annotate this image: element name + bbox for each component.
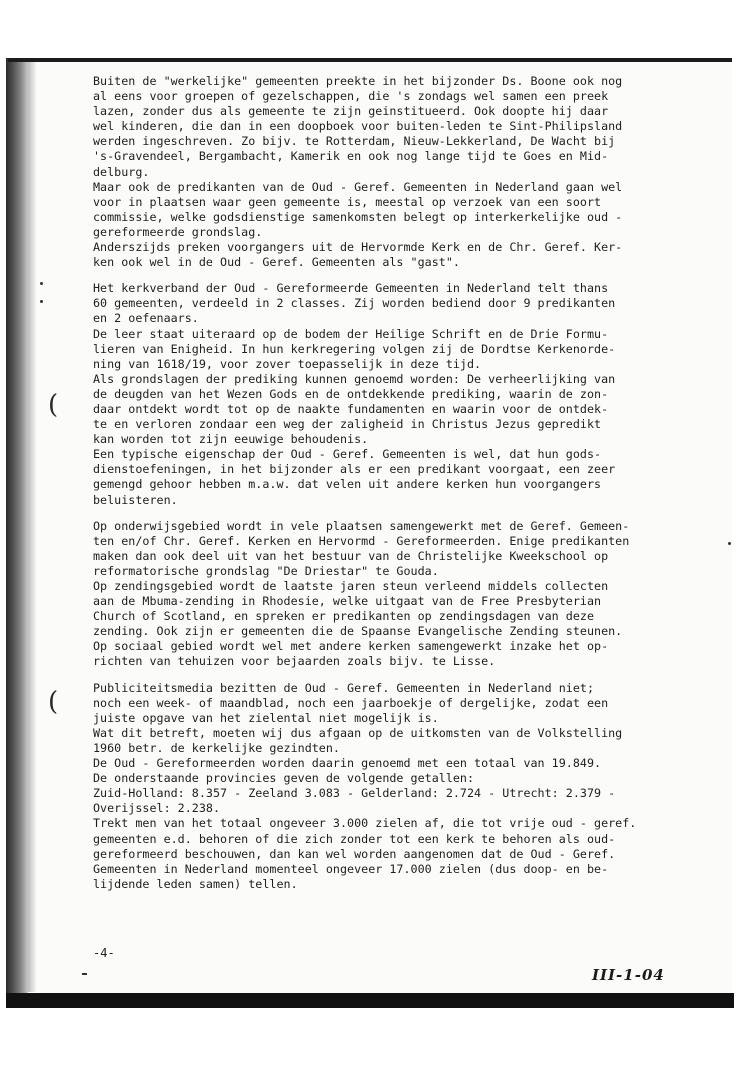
- text-line: gereformeerd beschouwen, dan kan wel worden aangenomen dat de Oud - Geref.: [93, 846, 616, 861]
- text-line: lazen, zonder dus als gemeente te zijn geinstitueerd. Ook doopte hij daar: [93, 104, 609, 119]
- text-line: daar ontdekt wordt tot op de naakte fundamenten en waarin voor de ontdek-: [93, 401, 609, 416]
- text-line: zending. Ook zijn er gemeenten die de Spaanse Evangelische Zending steunen.: [93, 624, 623, 639]
- archive-stamp: III-1-04: [592, 966, 665, 984]
- scan-speck: [728, 542, 731, 545]
- text-line: Op zendingsgebied wordt de laatste jaren steun verleend middels collecten: [93, 579, 609, 593]
- text-line: noch een week- of maandblad, noch een jaarboekje of dergelijke, zodat een: [93, 695, 609, 710]
- text-line: Gemeenten in Nederland momenteel ongeveer 17.000 zielen (dus doop- en be-: [93, 861, 609, 876]
- text-line: beluisteren.: [93, 492, 178, 507]
- paragraph-gap: [93, 270, 718, 281]
- text-line: richten van tehuizen voor bejaarden zoals bijv. te Lisse.: [93, 654, 496, 669]
- text-line: aan de Mbuma-zending in Rhodesie, welke uitgaat van de Free Presbyterian: [93, 594, 602, 609]
- text-line: Buiten de "werkelijke" gemeenten preekte in het bijzonder Ds. Boone ook nog: [93, 74, 623, 88]
- text-line: commissie, welke godsdienstige samenkomsten belegt op interkerkelijke oud -: [93, 209, 623, 224]
- text-line: lijdende leden samen) tellen.: [93, 876, 298, 891]
- page-number: -4-: [93, 946, 115, 960]
- text-line: Anderszijds preken voorgangers uit de Hervormde Kerk en de Chr. Geref. Ker-: [93, 240, 623, 255]
- binding-shadow: [28, 62, 36, 992]
- binding-edge: [6, 58, 28, 1008]
- punch-hole-mark: (: [48, 390, 59, 420]
- text-line: Maar ook de predikanten van de Oud - Geref. Gemeenten in Nederland gaan wel: [93, 179, 623, 194]
- punch-hole-mark: (: [48, 687, 59, 717]
- text-line: De leer staat uiteraard op de bodem der Heilige Schrift en de Drie Formu-: [93, 326, 609, 341]
- text-line: dienstoefeningen, in het bijzonder als er een predikant voorgaat, een zeer: [93, 462, 616, 477]
- dash-mark: [82, 973, 87, 975]
- scan-speck: [40, 282, 43, 285]
- text-line: de deugden van het Wezen Gods en de ontdekkende prediking, waarin de zon-: [93, 386, 609, 401]
- text-line: 's-Gravendeel, Bergambacht, Kamerik en ook nog lange tijd te Goes en Mid-: [93, 149, 609, 164]
- page-bottom-edge: [6, 993, 734, 1008]
- text-line: ken ook wel in de Oud - Geref. Gemeenten als "gast".: [93, 255, 460, 270]
- text-line: juiste opgave van het zielental niet mogelijk is.: [93, 710, 439, 725]
- text-line: al eens voor groepen of gezelschappen, die 's zondags wel samen een preek: [93, 89, 609, 104]
- text-line: De Oud - Gereformeerden worden daarin genoemd met een totaal van 19.849.: [93, 756, 602, 771]
- text-line: gemengd gehoor hebben m.a.w. dat velen uit andere kerken hun voorgangers: [93, 477, 602, 492]
- text-line: voor in plaatsen waar geen gemeente is, meestal op verzoek van een soort: [93, 194, 602, 209]
- text-line: Het kerkverband der Oud - Gereformeerde Gemeenten in Nederland telt thans: [93, 281, 609, 296]
- text-line: 1960 betr. de kerkelijke gezindten.: [93, 740, 340, 755]
- text-line: Publiciteitsmedia bezitten de Oud - Geref. Gemeenten in Nederland niet;: [93, 680, 595, 695]
- text-line: lieren van Enigheid. In hun kerkregering volgen zij de Dordtse Kerkenorde-: [93, 341, 616, 356]
- text-line: reformatorische grondslag "De Driestar" te Gouda.: [93, 563, 439, 578]
- paragraph-gap: [93, 670, 718, 681]
- text-line: kan worden tot zijn eeuwige behoudenis.: [93, 432, 369, 447]
- text-line: De onderstaande provincies geven de volgende getallen:: [93, 771, 475, 786]
- document-body: [93, 74, 718, 892]
- text-line: 60 gemeenten, verdeeld in 2 classes. Zij worden bediend door 9 predikanten: [93, 296, 616, 311]
- text-line: Op sociaal gebied wordt wel met andere kerken samengewerkt inzake het op-: [93, 639, 609, 654]
- text-line: Wat dit betreft, moeten wij dus afgaan op de uitkomsten van de Volkstelling: [93, 725, 623, 740]
- text-line: ten en/of Chr. Geref. Kerken en Hervormd - Gereformeerden. Enige predikanten: [93, 533, 630, 548]
- text-line: delburg.: [93, 164, 150, 179]
- text-line: maken dan ook deel uit van het bestuur van de Christelijke Kweekschool op: [93, 548, 609, 563]
- text-line: wel kinderen, die dan in een doopboek voor buiten-leden te Sint-Philipsland: [93, 119, 623, 134]
- text-line: en 2 oefenaars.: [93, 311, 199, 326]
- text-line: ning van 1618/19, voor zover toepasselijk in deze tijd.: [93, 356, 482, 371]
- text-line: Trekt men van het totaal ongeveer 3.000 zielen af, die tot vrije oud - geref.: [93, 816, 637, 831]
- text-line: Overijssel: 2.238.: [93, 801, 221, 816]
- text-line: Een typische eigenschap der Oud - Geref. Gemeenten is wel, dat hun gods-: [93, 447, 602, 462]
- text-line: gemeenten e.d. behoren of die zich zonder tot een kerk te behoren als oud-: [93, 831, 616, 846]
- text-line: Op onderwijsgebied wordt in vele plaatsen samengewerkt met de Geref. Gemeen-: [93, 518, 630, 533]
- text-line: gereformeerde grondslag.: [93, 224, 263, 239]
- text-line: Church of Scotland, en spreken er predikanten op zendingsdagen van deze: [93, 609, 595, 624]
- paragraph-gap: [93, 508, 718, 519]
- text-line: Als grondslagen der prediking kunnen genoemd worden: De verheerlijking van: [93, 371, 616, 386]
- scan-speck: [40, 300, 43, 303]
- text-line: werden ingeschreven. Zo bijv. te Rotterdam, Nieuw-Lekkerland, De Wacht bij: [93, 134, 616, 149]
- text-line: Zuid-Holland: 8.357 - Zeeland 3.083 - Gelderland: 2.724 - Utrecht: 2.379 -: [93, 786, 616, 801]
- text-line: te en verloren zondaar een weg der zaligheid in Christus Jezus gepredikt: [93, 417, 602, 432]
